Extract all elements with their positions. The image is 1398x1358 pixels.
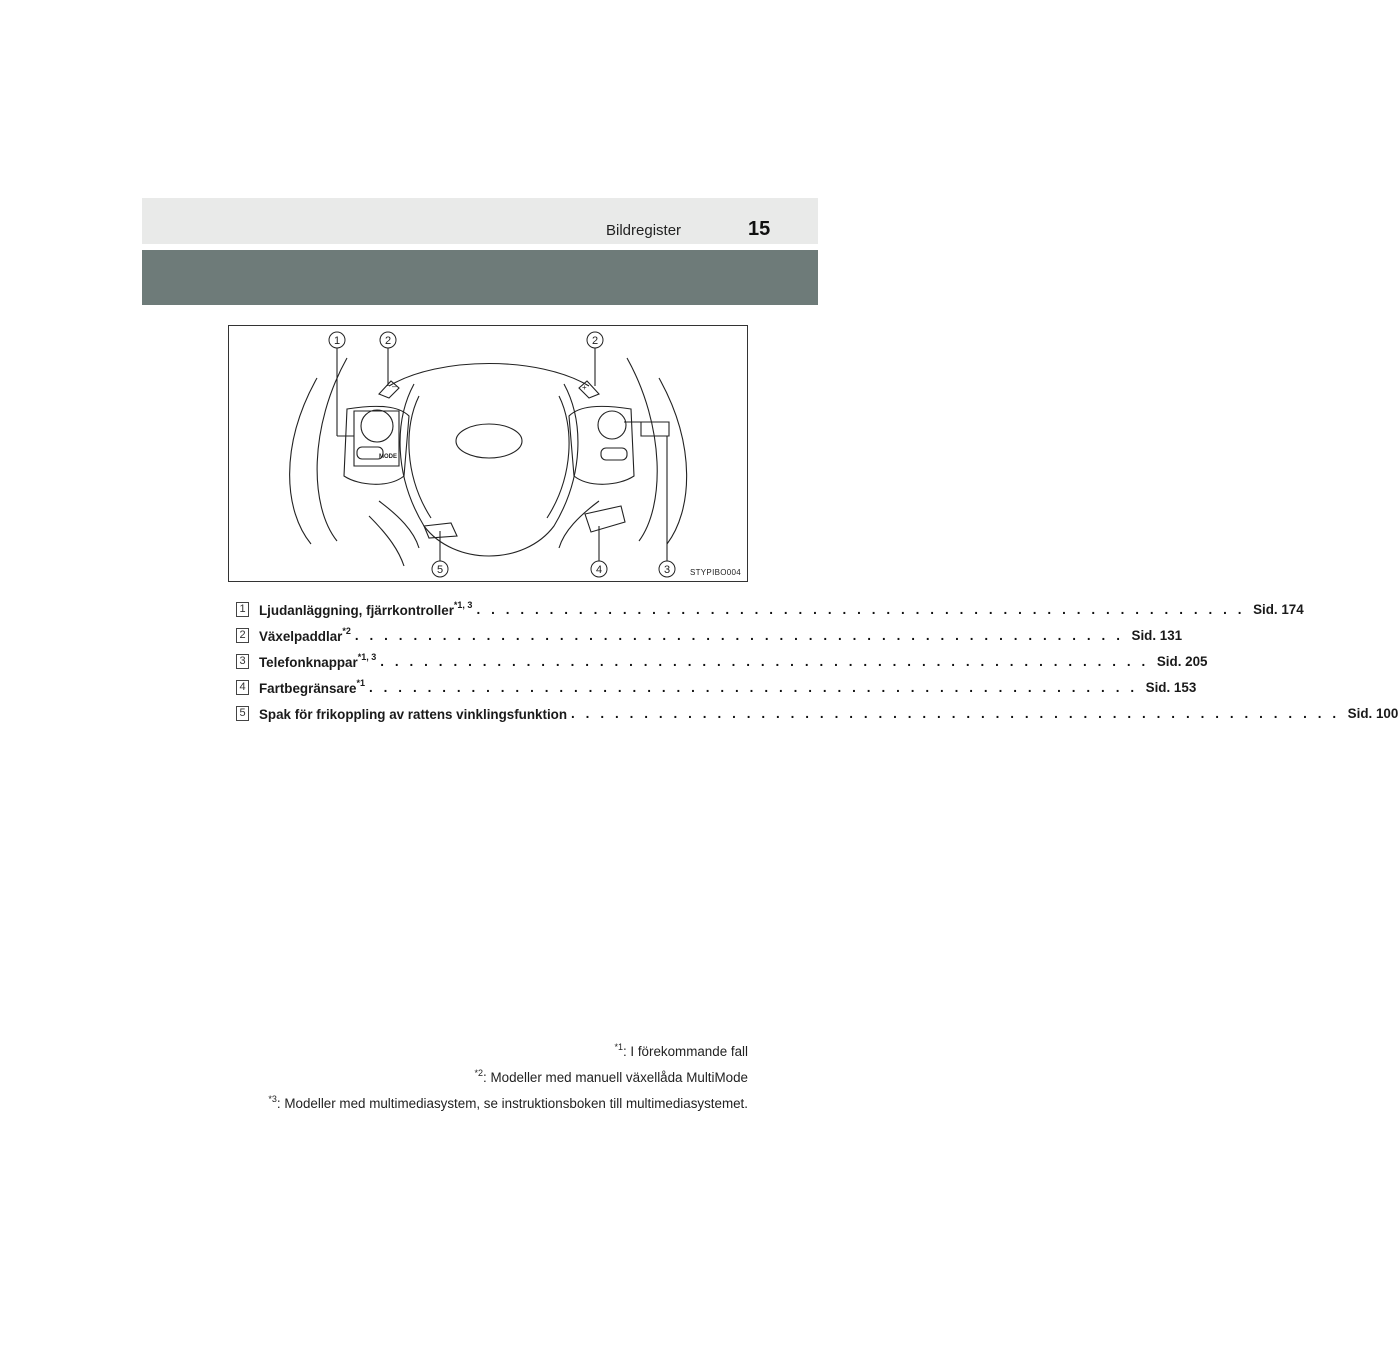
footnote-mark: *1 (614, 1042, 623, 1052)
page-reference[interactable]: Sid. 131 (1131, 627, 1183, 643)
callout-1-label: 1 (333, 335, 341, 347)
airbag-hub (400, 384, 578, 556)
index-item[interactable] (236, 700, 1398, 726)
audio-switch (361, 410, 393, 442)
item-footnote-mark: *1, 3 (453, 600, 473, 610)
callout-3-label: 3 (663, 564, 671, 576)
item-label: Fartbegränsare$^{*1}$ (259, 678, 366, 696)
dot-leader: . . . . . . . . . . . . . . . . . . . . . . . . . . . . . . . . . . . . . . . . . . . . . . . . . . . . . (369, 679, 1138, 695)
cruise-lever (585, 506, 625, 532)
callout-5-label: 5 (436, 564, 444, 576)
item-label: Växelpaddlar$^{*2}$ (259, 626, 351, 644)
footnote-text: : I förekommande fall (622, 1044, 748, 1059)
index-item[interactable] (236, 596, 1304, 622)
index-item[interactable] (236, 648, 1208, 674)
footnote-text: : Modeller med multimediasystem, se instruktionsboken till multimediasystemet. (276, 1096, 748, 1111)
wheel-rim-right-outer (627, 358, 657, 541)
dot-leader: . . . . . . . . . . . . . . . . . . . . . . . . . . . . . . . . . . . . . . . . . . . . . . . . . . . . . (380, 653, 1149, 669)
paddle-plus-label: + (582, 383, 587, 392)
callout-4-label: 4 (595, 564, 603, 576)
index-item[interactable] (236, 674, 1197, 700)
item-number: 2 (236, 628, 249, 643)
footnote (268, 1034, 748, 1060)
paddle-minus-label: – (392, 382, 397, 391)
index-item[interactable] (236, 622, 1183, 648)
item-number: 4 (236, 680, 249, 695)
footnotes (268, 1034, 748, 1112)
wheel-far-right-arc (659, 378, 687, 544)
figure-code: STYPIBO004 (689, 568, 741, 577)
dot-leader: . . . . . . . . . . . . . . . . . . . . . . . . . . . . . . . . . . . . . . . . . . . . . . . . . . . . . (476, 601, 1246, 617)
item-footnote-mark: *1 (356, 678, 366, 688)
callout-2a-label: 2 (384, 335, 392, 347)
item-number: 3 (236, 654, 249, 669)
item-label: Telefonknappar$^{*1, 3}$ (259, 652, 377, 670)
footnote (268, 1060, 748, 1086)
wheel-rim-left-outer (317, 358, 347, 541)
header-band (142, 198, 818, 244)
callout-2b-label: 2 (591, 335, 599, 347)
page-reference[interactable]: Sid. 100 (1347, 705, 1398, 721)
page-number: 15 (748, 218, 771, 240)
item-number: 1 (236, 602, 249, 617)
footnote-mark: *3 (268, 1094, 277, 1104)
item-label: Ljudanläggning, fjärrkontroller$^{*1, 3}$ (259, 600, 473, 618)
dot-leader: . . . . . . . . . . . . . . . . . . . . . . . . . . . . . . . . . . . . . . . . . . . . . . . . . . . . . (354, 627, 1124, 643)
center-logo-oval (456, 424, 522, 458)
index-list (236, 596, 1398, 726)
phone-switch (598, 411, 626, 439)
chapter-title-bar (142, 250, 818, 305)
dot-leader: . . . . . . . . . . . . . . . . . . . . . . . . . . . . . . . . . . . . . . . . . . . . . . . . . . . . . (571, 705, 1340, 721)
item-label: Spak för frikoppling av rattens vinklingsfunktion (259, 707, 568, 722)
footnote-mark: *2 (474, 1068, 484, 1078)
voice-button (601, 448, 627, 460)
steering-wheel-figure (228, 325, 748, 582)
steering-wheel-illustration (229, 326, 749, 583)
item-number: 5 (236, 706, 249, 721)
page-reference[interactable]: Sid. 174 (1253, 601, 1304, 617)
section-title: Bildregister (606, 222, 682, 239)
wheel-far-left-arc (290, 378, 317, 544)
page-reference[interactable]: Sid. 153 (1145, 679, 1197, 695)
page-reference[interactable]: Sid. 205 (1156, 653, 1208, 669)
mode-label: MODE (379, 454, 397, 460)
footnote (268, 1086, 748, 1112)
item-footnote-mark: *2 (342, 626, 351, 636)
item-footnote-mark: *1, 3 (357, 652, 377, 662)
footnote-text: : Modeller med manuell växellåda MultiMode (483, 1070, 748, 1085)
